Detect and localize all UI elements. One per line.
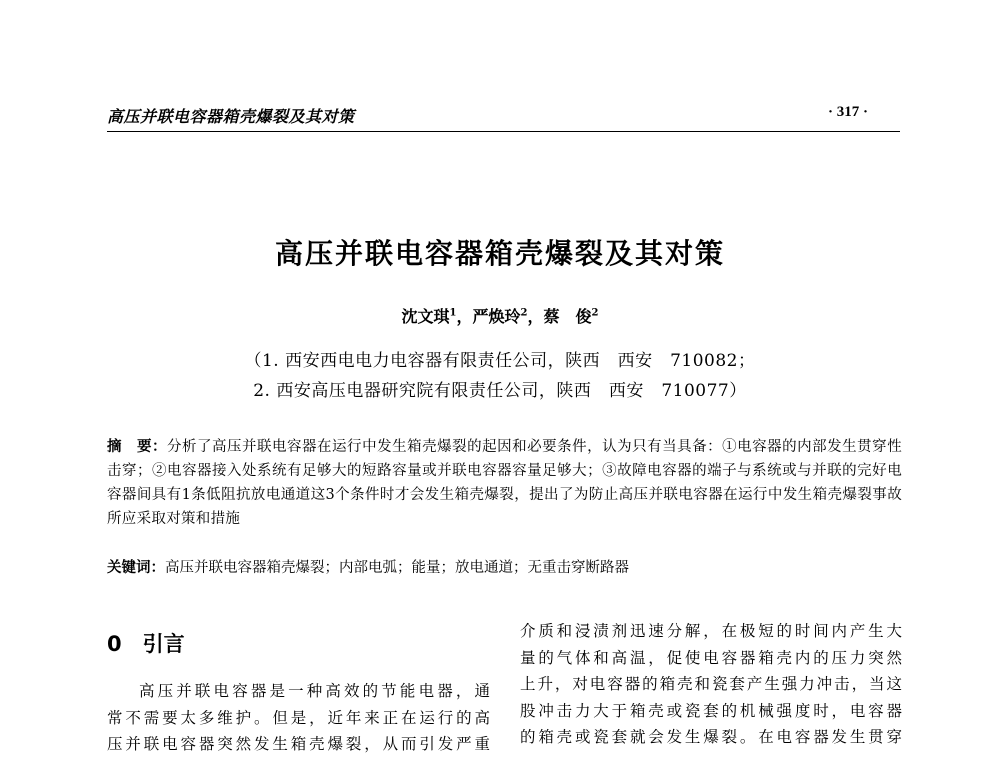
body-line: 股冲击力大于箱壳或瓷套的机械强度时，电容器 [520,701,902,720]
body-line: 常不需要太多维护。但是，近年来正在运行的高 [107,708,490,727]
body-line: 的箱壳或瓷套就会发生爆裂。在电容器发生贯穿 [520,728,902,746]
page-number: · 317 · [828,104,869,120]
affiliation-line-1: （1. 西安西电电力电容器有限责任公司，陕西 西安 710082； [244,351,756,371]
header-rule [107,131,900,132]
author-affiliation-mark: 2 [591,307,599,319]
body-line: 上升，对电容器的箱壳和瓷套产生强力冲击，当这 [520,675,902,693]
body-line: 高压并联电容器是一种高效的节能电器，通 [139,682,490,700]
body-column-left [107,678,490,758]
author-separator: ， [456,307,473,326]
abstract-text: 分析了高压并联电容器在运行中发生箱壳爆裂的起因和必要条件，认为只有当具备：①电容器的内部发生贯穿性击穿；②电容器接入处系统有足够大的短路容量或并联电容器容量足够大；③故障电容器的端子与系统或与并联的完好电容器间具有1条低阻抗放电通道这3个条件时才会发生箱壳爆裂，提出了为防止高压并联电容器在运行中发生箱壳爆裂事故所应采取对策和措施 [107,439,902,527]
body-line: 介质和浸渍剂迅速分解，在极短的时间内产生大 [520,622,902,640]
abstract [107,435,902,531]
affiliation-line-2: 2. 西安高压电器研究院有限责任公司，陕西 西安 710077） [253,381,747,401]
abstract-label: 摘 要： [107,439,168,455]
author-separator: ， [527,307,544,326]
body-line: 量的气体和高温，促使电容器箱壳内的压力突然 [520,648,902,667]
section-heading: 0 引言 [107,632,185,656]
keywords-label: 关键词： [107,560,165,576]
article-title: 高压并联电容器箱壳爆裂及其对策 [274,237,725,270]
keywords-text: 高压并联电容器箱壳爆裂；内部电弧；能量；放电通道；无重击穿断路器 [165,560,629,576]
body-line: 压并联电容器突然发生箱壳爆裂，从而引发严重 [107,735,490,753]
author-affiliation-mark: 1 [449,307,457,319]
author-name: 蔡 俊 [543,307,592,326]
body-column-right [520,618,902,751]
author-list [0,304,1000,327]
keywords [107,556,902,580]
author-affiliation-mark: 2 [520,307,528,319]
running-header-title: 高压并联电容器箱壳爆裂及其对策 [107,107,355,126]
author-name: 严焕玲 [472,307,521,326]
author-name: 沈文琪 [401,307,450,326]
